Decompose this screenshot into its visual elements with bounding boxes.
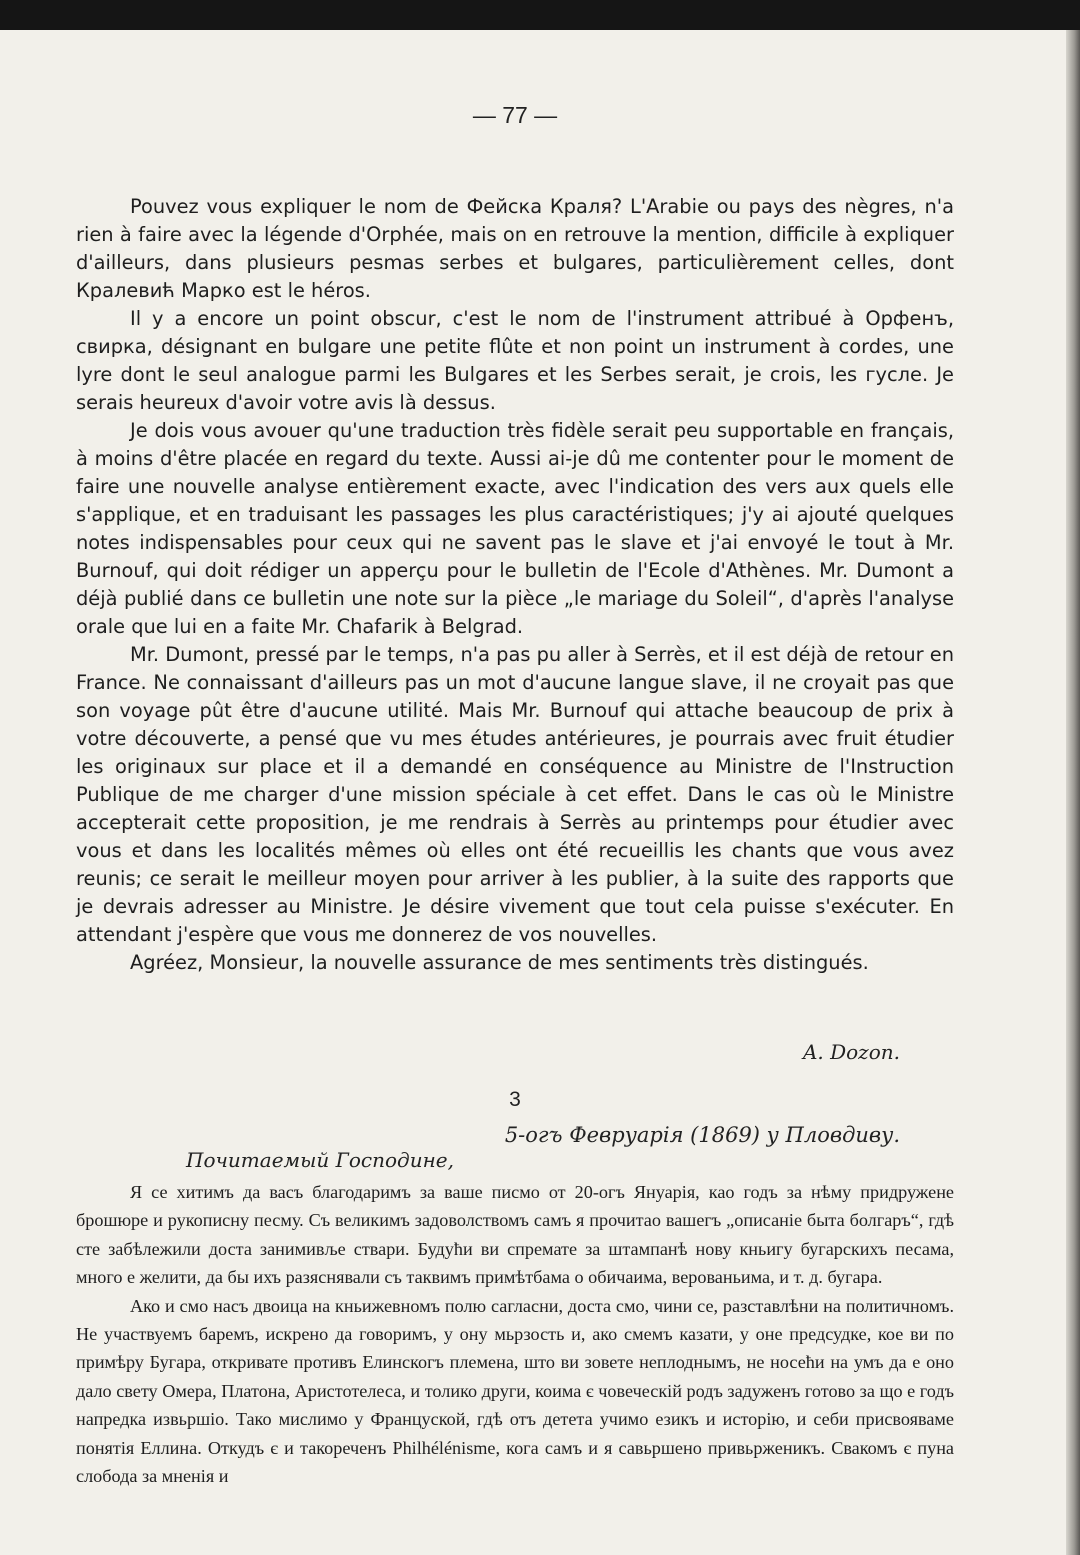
- letter-number: 3: [509, 1088, 521, 1111]
- salutation: Почитаемый Господине,: [186, 1148, 454, 1172]
- serbian-letter-body: [76, 1178, 954, 1490]
- french-letter-body: [76, 193, 954, 977]
- paragraph: Il y a encore un point obscur, c'est le nom de l'instrument attribué à Орфенъ, свирка, désignant en bulgare une petite flûte et non point un instrument à cordes, une lyre dont le seul analogue parmi les Bulgares et les Serbes serait, je crois, les гусле. Je serais heureux d'avoir votre avis là dessus.: [76, 307, 954, 414]
- page-number: — 77 —: [472, 102, 558, 128]
- paragraph: Pouvez vous expliquer le nom de Фейска Краля? L'Arabie ou pays des nègres, n'a rien à faire avec la légende d'Orphée, mais on en retrouve la mention, difficile à expliquer d'ailleurs, dans plusieurs pesmas serbes et bulgares, particulièrement celles, dont Кралевић Марко est le héros.: [76, 195, 954, 302]
- paragraph: Ако и смо насъ двоица на кньижевномъ полю сагласни, доста смо, чини се, разставлѣни на политичномъ. Не участвуемъ баремъ, искрено да говоримъ, у ону мьрзость и, ако смемъ казати, у оне предсудке, кое ви по примѣру Бугара, откривате противъ Елинскогъ племена, што ви зовете неплоднымъ, не носећи на умъ да е оно дало свету Омера, Платона, Аристотелеса, и толико други, коима є човеческій родъ задуженъ готово за що е годъ напредка извьршіо. Тако мислимо у Француской, гдѣ отъ детета учимо езикъ и исторію, и себи присвояваме понятія Еллина. Откудъ є и такореченъ Philhélénisme, кога самъ и я савьршено привьрженикъ. Свакомъ є пуна слобода за мненія и: [76, 1295, 954, 1487]
- paragraph: Я се хитимъ да васъ благодаримъ за ваше писмо от 20-огъ Януарія, као годъ за нѣму придружене брошюре и рукописну песму. Съ великимъ задоволствомъ самъ я прочитао вашегъ „описаніе быта болгаръ“, гдѣ сте забѣлежили доста занимивље ствари. Будући ви спремате за штампанѣ нову кньигу бугарскихъ песама, много е желити, да бы ихъ разяснявали съ таквимъ примѣтбама о обичаима, верованьима, и т. д. бугара.: [76, 1182, 954, 1288]
- letter-date: 5-огъ Февруарія (1869) у Пловдиву.: [504, 1123, 900, 1147]
- paragraph: Agréez, Monsieur, la nouvelle assurance de mes sentiments très distingués.: [130, 951, 869, 974]
- signature: A. Dozon.: [802, 1040, 900, 1064]
- paragraph: Je dois vous avouer qu'une traduction très fidèle serait peu supportable en français, à moins d'être placée en regard du texte. Aussi ai-je dû me contenter pour le moment de faire une nouvelle analyse entièrement exacte, avec l'indication des vers aux quels elle s'applique, et en traduisant les passages les plus caractéristiques; j'y ai ajouté quelques notes indispensables pour ceux qui ne savent pas le slave et j'ai envoyé le tout à Mr. Burnouf, qui doit rédiger un apperçu pour le bulletin de l'Ecole d'Athènes. Mr. Dumont a déjà publié dans ce bulletin une note sur la pièce „le mariage du Soleil“, d'après l'analyse orale que lui en a faite Mr. Chafarik à Belgrad.: [76, 419, 954, 638]
- paragraph: Mr. Dumont, pressé par le temps, n'a pas pu aller à Serrès, et il est déjà de retour en France. Ne connaissant d'ailleurs pas un mot d'aucune langue slave, il ne croyait pas que son voyage pût être d'aucune utilité. Mais Mr. Burnouf qui attache beaucoup de prix à votre découverte, a pensé que vu mes études antérieures, je pourrais avec fruit étudier les originaux sur place et il a demandé en conséquence au Ministre de l'Instruction Publique de me charger d'une mission spéciale à cet effet. Dans le cas où le Ministre accepterait cette proposition, je me rendrais à Serrès au printemps pour étudier avec vous et dans les localités mêmes où elles ont été recueillis les chants que vous avez reunis; ce serait le meilleur moyen pour arriver à les publier, à la suite des rapports que je devrais adresser au Ministre. Je désire vivement que tout cela puisse s'exécuter. En attendant j'espère que vous me donnerez de vos nouvelles.: [76, 643, 955, 946]
